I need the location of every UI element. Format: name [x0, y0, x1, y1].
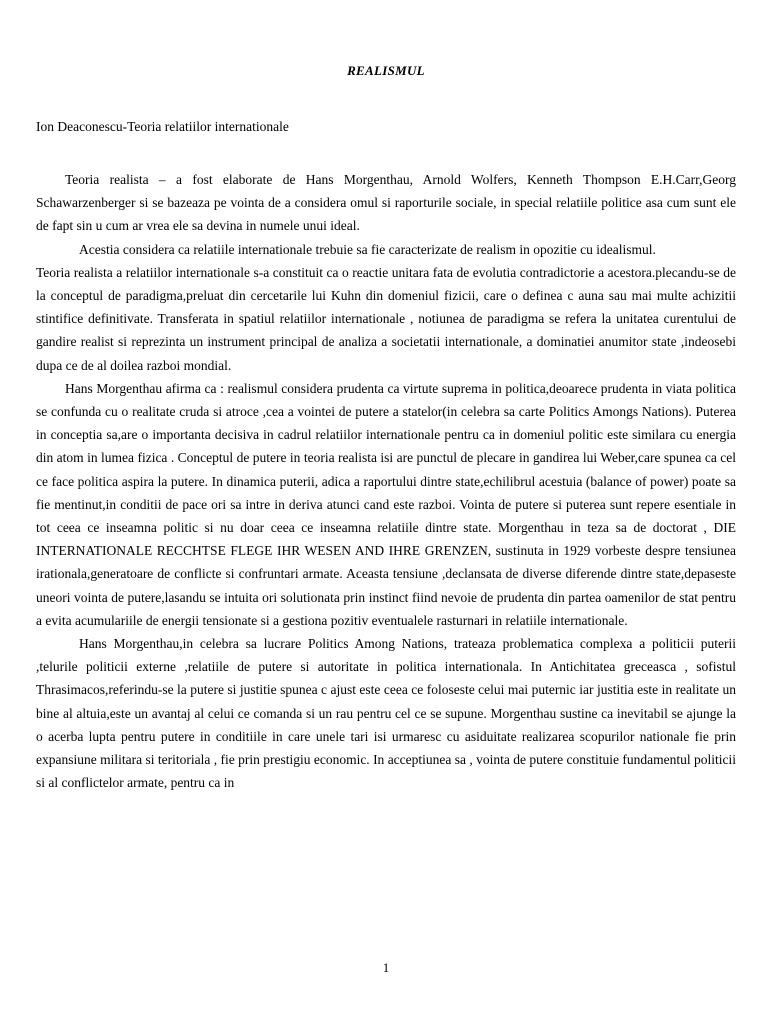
document-page	[36, 0, 736, 1024]
document-body	[36, 168, 736, 794]
paragraph-2: Acestia considera ca relatiile internationale trebuie sa fie caracterizate de realism in opozitie cu idealismul.	[79, 241, 656, 257]
paragraph-3: Teoria realista a relatiilor internationale s-a constituit ca o reactie unitara fata de evolutia contradictorie a acestora.plecandu-se de la conceptul de paradigma,preluat din cercetarile lui Kuhn din domeniul fizicii, care o definea c auna sau mai multe achizitii stintifice definitivate. Transferata in spatiul relatiilor internationale , notiunea de paradigma se refera la unitatea curentului de gandire realist si reprezinta un instrument principal de analiza a societatii internationale, a dominatiei anumitor state ,indeosebi dupa ce de al doilea razboi mondial.	[36, 264, 736, 373]
page-number: 1	[382, 960, 390, 975]
paragraph-4: Hans Morgenthau afirma ca : realismul considera prudenta ca virtute suprema in politica,deoarece prudenta in viata politica se confunda cu o realitate cruda si atroce ,cea a vointei de putere a statelor(in celebra sa carte Politics Amongs Nations). Puterea in conceptia sa,are o importanta decisiva in cadrul relatiilor internationale pentru ca in domeniul politic este similara cu energia din atom in lumea fizica . Conceptul de putere in teoria realista isi are punctul de plecare in gandirea lui Weber,care spunea ca cel ce face politica aspira la putere. In dinamica puterii, adica a raportului dintre state,echilibrul acestuia (balance of power) poate sa fie mentinut,in conditii de pace ori sa intre in deriva atunci cand este razboi. Vointa de putere si puterea sunt repere esentiale in tot ceea ce inseamna politic si nu doar ceea ce inseamna relatiile dintre state. Morgenthau in teza sa de doctorat , DIE INTERNATIONALE RECCHTSE FLEGE IHR WESEN AND IHRE GRENZEN, sustinuta in 1929 vorbeste despre tensiunea irationala,generatoare de conflicte si confruntari armate. Aceasta tensiune ,declansata de diverse diferende dintre state,depaseste uneori vointa de putere,lasandu se intuita ori solutionata prin instinct fiind nevoie de prudenta din partea oamenilor de stat pentru a evita acumulariile de energii tensionate si a gestiona pozitiv eventualele rasturnari in relatiile internationale.	[36, 380, 736, 628]
paragraph-5: Hans Morgenthau,in celebra sa lucrare Politics Among Nations, trateaza problematica complexa a politicii puterii ,telurile politicii externe ,relatiile de putere si autoritate in politica internationala. In Antichitatea greceasca , sofistul Thrasimacos,referindu-se la putere si justitie spunea c ajust este ceea ce foloseste celui mai puternic iar justitia este in realitate un bine al altuia,este un avantaj al celui ce comanda si un rau pentru cel ce se supune. Morgenthau sustine ca inevitabil se ajunge la o acerba lupta pentru putere in conditiile in care unele tari isi urmaresc cu asiduitate realizarea scopurilor nationale fie prin expansiune militara si teritoriala , fie prin prestigiu economic. In acceptiunea sa , vointa de putere constituie fundamentul politicii si al conflictelor armate, pentru ca in	[36, 636, 736, 791]
document-subtitle: Ion Deaconescu-Teoria relatiilor internationale	[36, 119, 289, 134]
document-title: REALISMUL	[347, 63, 425, 78]
paragraph-1: Teoria realista – a fost elaborate de Hans Morgenthau, Arnold Wolfers, Kenneth Thompson E.H.Carr,Georg Schawarzenberger si se bazeaza pe vointa de a considera omul si raporturile sociale, in special relatiile politice asa cum sunt ele de fapt sin u cum ar vrea ele sa devina in numele unui ideal.	[36, 172, 736, 234]
